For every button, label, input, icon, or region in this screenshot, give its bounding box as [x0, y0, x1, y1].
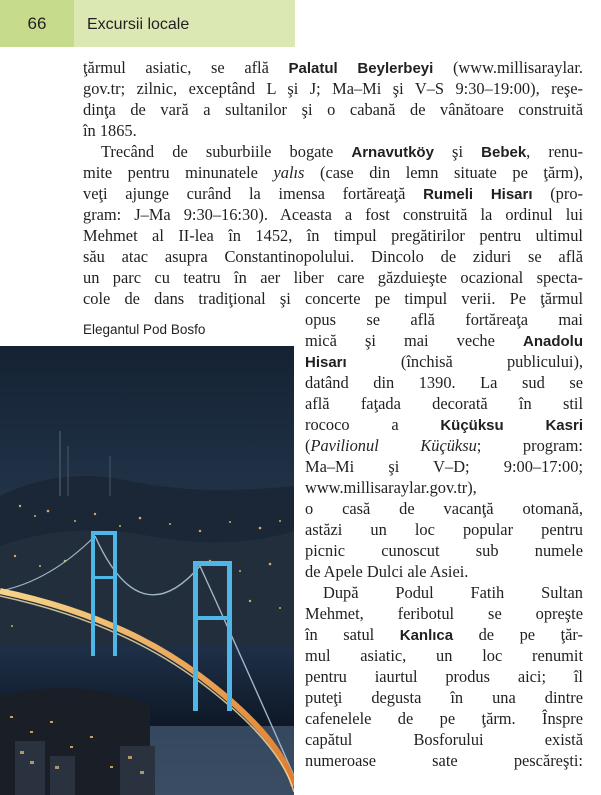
- text-line: veţi ajunge curând la imensa fortăreaţă Rumeli Hisarı (pro-: [83, 184, 583, 203]
- text-line: gram: J–Ma 9:30–16:30). Aceasta a fost construită la ordinul lui: [83, 205, 583, 224]
- text-line: un parc cu teatru în aer liber care găzduieşte ocazional specta-: [83, 268, 583, 287]
- section-title: Excursii locale: [87, 16, 190, 33]
- text-line: După Podul Fatih Sultan: [323, 583, 583, 602]
- text-line: dinţa de vară a sultanilor şi o cabană de vânătoare construită: [83, 100, 583, 119]
- text-line: cafenelele de pe ţărm. Înspre: [305, 709, 583, 728]
- place-name: Kanlıca: [399, 627, 454, 644]
- text-line: gov.tr; zilnic, exceptând L şi J; Ma–Mi şi V–S 9:30–19:00), reşe-: [83, 79, 583, 98]
- text-line: în satul Kanlıca de pe ţăr-: [305, 625, 583, 644]
- text-line: află faţada decorată în stil: [305, 394, 583, 413]
- place-name: Palatul Beylerbeyi: [288, 60, 434, 77]
- text-line: datând din 1390. La sud se: [305, 373, 583, 392]
- text-line: în 1865.: [83, 121, 137, 140]
- text-line: capătul Bosforului există: [305, 730, 583, 749]
- place-name: Rumeli Hisarı: [423, 186, 533, 203]
- text-line: Mehmet al II-lea în 1452, în timpul pregătirilor pentru ultimul: [83, 226, 583, 245]
- text-line: numeroase sate pescăreşti:: [305, 751, 583, 770]
- text-line: ţărmul asiatic, se află Palatul Beylerbeyi (www.millisaraylar.: [83, 58, 583, 77]
- text-line: său atac asupra Constantinopolului. Dincolo de ziduri se află: [83, 247, 583, 266]
- text-line: mite pentru minunatele yalıs (case din lemn situate pe ţărm),: [83, 163, 583, 182]
- text-line: Mehmet, feribotul se opreşte: [305, 604, 583, 623]
- text-line: opus se află fortăreaţa mai: [305, 310, 583, 329]
- text-line: puteţi degusta în una dintre: [305, 688, 583, 707]
- page-number: 66: [0, 0, 74, 47]
- text-line: Ma–Mi şi V–D; 9:00–17:00;: [305, 457, 583, 476]
- text-line: www.millisaraylar.gov.tr),: [305, 478, 477, 497]
- text-line: (Pavilionul Küçüksu; program:: [305, 436, 583, 455]
- place-name: Anadolu: [523, 333, 583, 350]
- place-name: Bebek: [481, 144, 527, 161]
- text-line: de Apele Dulci ale Asiei.: [305, 562, 469, 581]
- place-name: Küçüksu Kasri: [440, 417, 583, 434]
- text-line: picnic cunoscut sub numele: [305, 541, 583, 560]
- text-line: pentru iaurtul produs aici; îl: [305, 667, 583, 686]
- text-line: astăzi un loc popular pentru: [305, 520, 583, 539]
- text-line: rococo a Küçüksu Kasri: [305, 415, 583, 434]
- photo-caption: Elegantul Pod Bosfo: [83, 322, 206, 337]
- text-line: Hisarı (închisă publicului),: [305, 352, 583, 371]
- text-line: mul asiatic, un loc renumit: [305, 646, 583, 665]
- text-line: o casă de vacanţă otomană,: [305, 499, 583, 518]
- text-line: Trecând de suburbiile bogate Arnavutköy şi Bebek, renu-: [101, 142, 583, 161]
- bosphorus-bridge-photo: [0, 346, 294, 795]
- text-line: cole de dans tradiţional şi concerte pe timpul verii. Pe ţărmul: [83, 289, 583, 308]
- place-name: Hisarı: [305, 354, 347, 371]
- place-name: Arnavutköy: [351, 144, 434, 161]
- text-line: mică şi mai veche Anadolu: [305, 331, 583, 350]
